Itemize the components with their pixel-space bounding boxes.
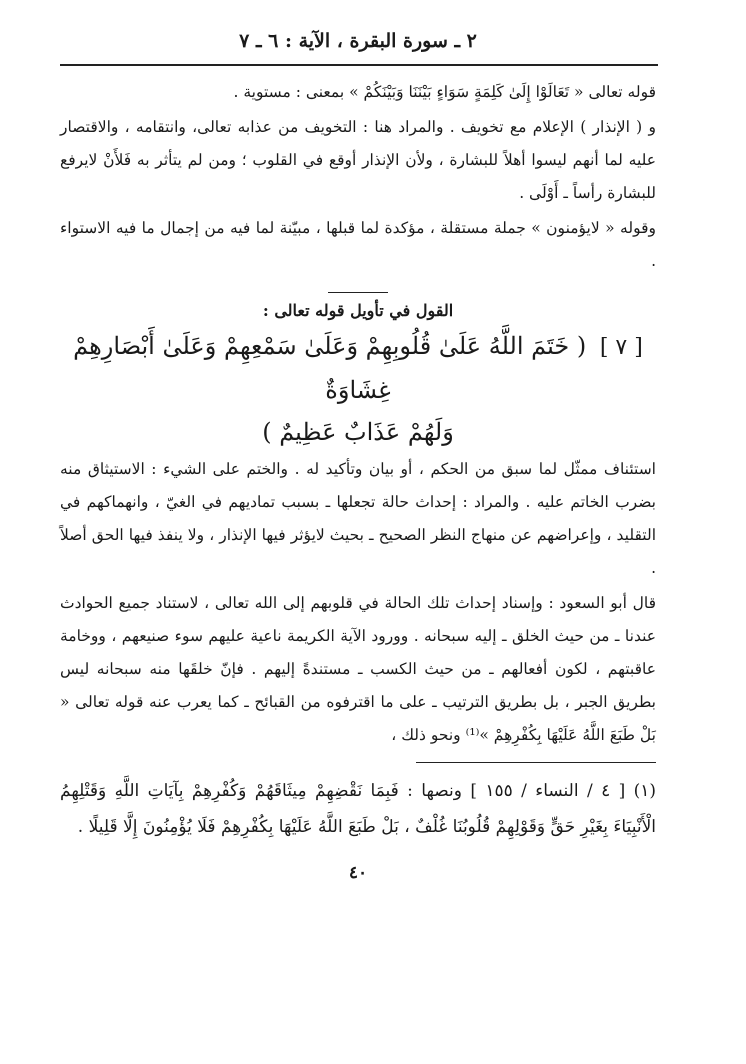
verse-line-1 bbox=[60, 325, 656, 411]
running-head: ٢ ـ سورة البقرة ، الآية : ٦ ـ ٧ bbox=[239, 30, 477, 52]
verse-number: [ ٧ ] bbox=[599, 335, 643, 360]
section-title: القول في تأويل قوله تعالى : bbox=[262, 301, 454, 320]
paragraph-5: قال أبو السعود : وإسناد إحداث تلك الحالة في قلوبهم إلى الله تعالى ، لاستناد جميع الحوادث عندنا ـ من حيث الخلق ـ إليه سبحانه . وورود الآية الكريمة ناعية عليهم سوء صنيعهم ، ووخامة عاقبتهم ، لكون أفعالهم ـ من حيث الكسب ـ مستندةً إليهم . فإنّ خلقَها منه سبحانه ليس بطريق الجبر ، بل بطريق الترتيب ـ على ما اقترفوه من القبائح ـ كما يعرب عنه قوله تعالى « بَلْ طَبَعَ اللَّهُ عَلَيْهَا بِكُفْرِهِمْ »⁽¹⁾ ونحو ذلك ، bbox=[60, 594, 656, 744]
paragraph-3: وقوله « لايؤمنون » جملة مستقلة ، مؤكدة لما قبلها ، مبيّنة لما فيه من إجمال ما فيه الاستواء . bbox=[60, 219, 656, 270]
page-number: ٤٠ bbox=[348, 863, 368, 883]
footnote: (١) [ ٤ / النساء / ١٥٥ ] ونصها : فَبِمَا نَقْضِهِمْ مِيثَاقَهُمْ وَكُفْرِهِمْ بِآيَاتِ اللَّهِ وَقَتْلِهِمُ الْأَنْبِيَاءَ بِغَيْرِ حَقٍّ وَقَوْلِهِمْ قُلُوبُنَا غُلْفٌ ، بَلْ طَبَعَ اللَّهُ عَلَيْهَا بِكُفْرِهِمْ فَلَا يُؤْمِنُونَ إِلَّا قَلِيلًا . bbox=[60, 781, 656, 837]
paragraph-1: قوله تعالى « تَعَالَوْا إِلَىٰ كَلِمَةٍ سَوَاءٍ بَيْنَنَا وَبَيْنَكُمْ » بمعنى : مستوية . bbox=[233, 83, 656, 101]
paragraph-4: استئناف ممثّل لما سبق من الحكم ، أو بيان وتأكيد له . والختم على الشيء : الاستيثاق منه بضرب الخاتم عليه . والمراد : إحداث حالة تجعلها ـ بسبب تماديهم في الغيّ ، وانهماكهم في التقليد ، وإعراضهم عن منهاج النظر الصحيح ـ بحيث لايؤثر فيها الإنذار ، ولا ينفذ فيها الحق أصلاً . bbox=[60, 460, 656, 577]
header-rule bbox=[60, 64, 658, 66]
verse-line-2: وَلَهُمْ عَذَابٌ عَظِيمٌ ) bbox=[262, 418, 454, 446]
page-body bbox=[60, 76, 656, 885]
section-divider bbox=[328, 292, 388, 293]
paragraph-2: و ( الإنذار ) الإعلام مع تخويف . والمراد هنا : التخويف من عذابه تعالى، وانتقامه ، والاقتصار عليه لما أنهم ليسوا أهلاً للبشارة ، ولأن الإنذار أوقع في القلوب ؛ ومن لم يتأثر به فَلأَنْ لايرفع للبشارة رأساً ـ أَوْلَى . bbox=[60, 118, 656, 202]
verse-text-1: ( خَتَمَ اللَّهُ عَلَىٰ قُلُوبِهِمْ وَعَلَىٰ سَمْعِهِمْ وَعَلَىٰ أَبْصَارِهِمْ غِشَاوَةٌ bbox=[73, 332, 587, 404]
footnote-rule bbox=[416, 762, 656, 763]
